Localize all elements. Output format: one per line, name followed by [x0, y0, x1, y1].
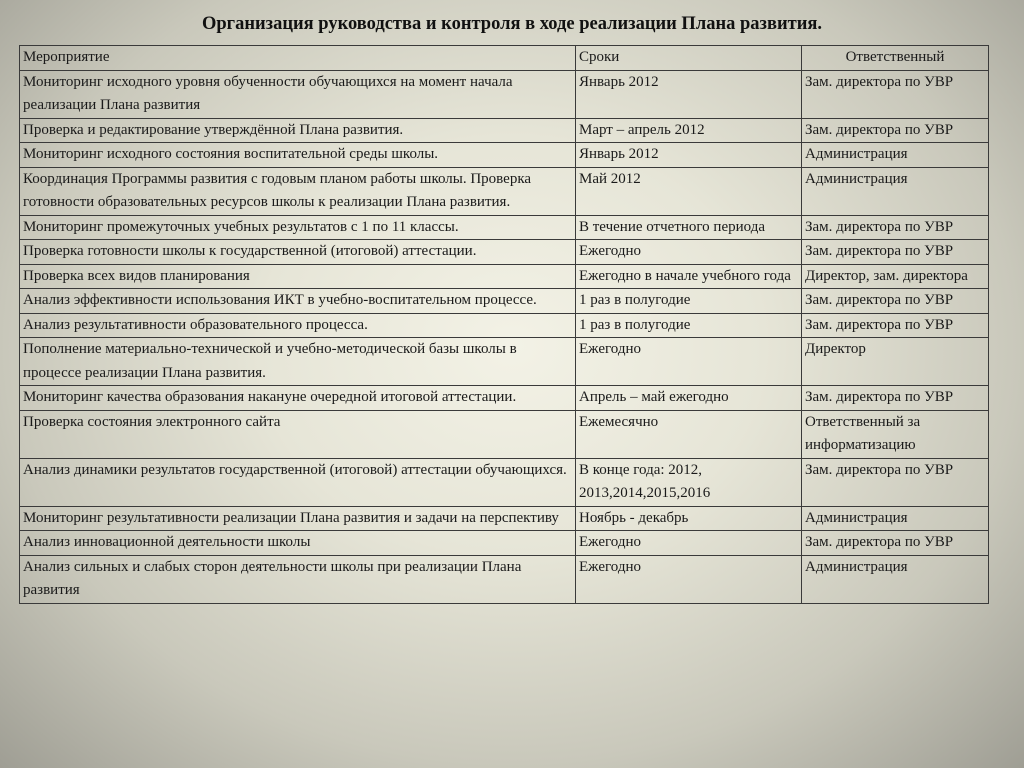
cell-deadline: Май 2012 [576, 167, 802, 215]
cell-activity: Координация Программы развития с годовым планом работы школы. Проверка готовности образовательных ресурсов школы к реализации Плана развития. [20, 167, 576, 215]
table-row [20, 215, 989, 240]
cell-activity: Анализ сильных и слабых сторон деятельности школы при реализации Плана развития [20, 555, 576, 603]
cell-responsible: Зам. директора по УВР [802, 289, 989, 314]
table-row [20, 338, 989, 386]
table-row [20, 143, 989, 168]
cell-responsible: Зам. директора по УВР [802, 386, 989, 411]
cell-activity: Мониторинг результативности реализации Плана развития и задачи на перспективу [20, 506, 576, 531]
cell-responsible: Администрация [802, 555, 989, 603]
table-row [20, 555, 989, 603]
cell-responsible: Администрация [802, 167, 989, 215]
cell-deadline: Январь 2012 [576, 143, 802, 168]
cell-deadline: В течение отчетного периода [576, 215, 802, 240]
cell-responsible: Ответственный за информатизацию [802, 410, 989, 458]
cell-activity: Проверка состояния электронного сайта [20, 410, 576, 458]
cell-deadline: Апрель – май ежегодно [576, 386, 802, 411]
cell-activity: Анализ инновационной деятельности школы [20, 531, 576, 556]
cell-responsible: Директор, зам. директора [802, 264, 989, 289]
table-row [20, 506, 989, 531]
cell-activity: Проверка всех видов планирования [20, 264, 576, 289]
cell-deadline: Ежемесячно [576, 410, 802, 458]
cell-activity: Пополнение материально-технической и учебно-методической базы школы в процессе реализации Плана развития. [20, 338, 576, 386]
cell-activity: Анализ эффективности использования ИКТ в учебно-воспитательном процессе. [20, 289, 576, 314]
slide-title: Организация руководства и контроля в ходе реализации Плана развития. [202, 14, 822, 34]
cell-deadline: Ноябрь - декабрь [576, 506, 802, 531]
cell-deadline: Ежегодно [576, 531, 802, 556]
cell-deadline: 1 раз в полугодие [576, 313, 802, 338]
header-activity: Мероприятие [20, 46, 576, 71]
cell-activity: Мониторинг исходного состояния воспитательной среды школы. [20, 143, 576, 168]
cell-responsible: Зам. директора по УВР [802, 313, 989, 338]
header-deadline: Сроки [576, 46, 802, 71]
cell-responsible: Зам. директора по УВР [802, 458, 989, 506]
table-row [20, 167, 989, 215]
cell-responsible: Зам. директора по УВР [802, 70, 989, 118]
cell-deadline: Ежегодно [576, 338, 802, 386]
cell-activity: Проверка и редактирование утверждённой Плана развития. [20, 118, 576, 143]
table-row [20, 458, 989, 506]
cell-activity: Мониторинг промежуточных учебных результатов с 1 по 11 классы. [20, 215, 576, 240]
table-row [20, 240, 989, 265]
cell-activity: Анализ результативности образовательного процесса. [20, 313, 576, 338]
cell-responsible: Зам. директора по УВР [802, 240, 989, 265]
cell-responsible: Администрация [802, 143, 989, 168]
header-responsible: Ответственный [802, 46, 989, 71]
table-row [20, 118, 989, 143]
cell-deadline: 1 раз в полугодие [576, 289, 802, 314]
cell-responsible: Зам. директора по УВР [802, 215, 989, 240]
cell-responsible: Директор [802, 338, 989, 386]
cell-activity: Мониторинг исходного уровня обученности обучающихся на момент начала реализации Плана развития [20, 70, 576, 118]
cell-activity: Проверка готовности школы к государственной (итоговой) аттестации. [20, 240, 576, 265]
cell-deadline: Ежегодно [576, 555, 802, 603]
table-row [20, 410, 989, 458]
cell-activity: Мониторинг качества образования накануне очередной итоговой аттестации. [20, 386, 576, 411]
cell-responsible: Администрация [802, 506, 989, 531]
cell-deadline: Март – апрель 2012 [576, 118, 802, 143]
cell-deadline: Ежегодно в начале учебного года [576, 264, 802, 289]
cell-activity: Анализ динамики результатов государственной (итоговой) аттестации обучающихся. [20, 458, 576, 506]
cell-deadline: В конце года: 2012, 2013,2014,2015,2016 [576, 458, 802, 506]
table-row [20, 313, 989, 338]
control-plan-table [19, 45, 989, 604]
cell-deadline: Январь 2012 [576, 70, 802, 118]
table-header-row [20, 46, 989, 71]
table-row [20, 264, 989, 289]
table-row [20, 289, 989, 314]
cell-responsible: Зам. директора по УВР [802, 531, 989, 556]
table-row [20, 531, 989, 556]
table-row [20, 70, 989, 118]
cell-deadline: Ежегодно [576, 240, 802, 265]
cell-responsible: Зам. директора по УВР [802, 118, 989, 143]
table-row [20, 386, 989, 411]
